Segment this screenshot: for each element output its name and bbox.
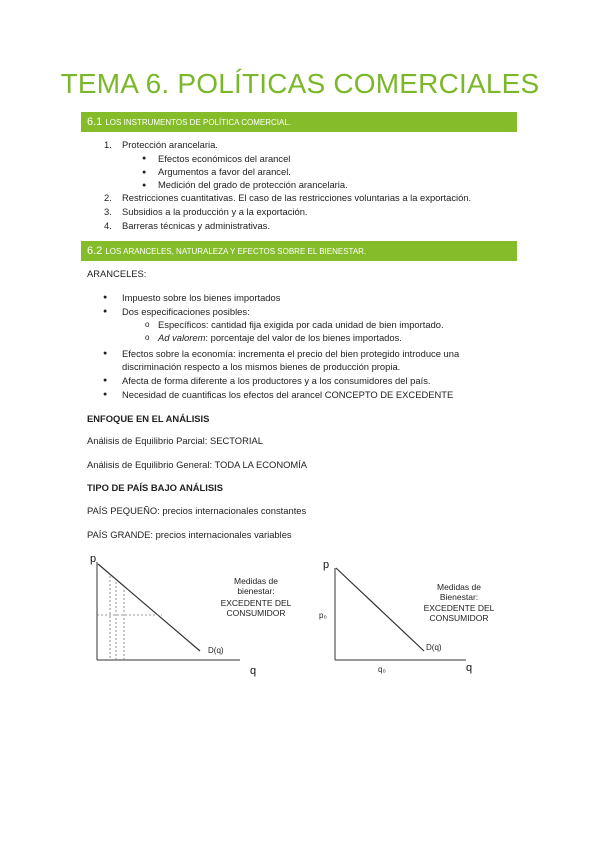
list-subitem: Específicos: cantidad fija exigida por cada unidad de bien importado. xyxy=(158,319,444,330)
welfare-note: bienestar: xyxy=(237,586,275,596)
list-subitem: Ad valorem: porcentaje del valor de los bienes importados. xyxy=(158,332,402,343)
list-item: Efectos sobre la economía: incrementa el precio del bien protegido introduce una xyxy=(122,348,460,359)
list-item: Impuesto sobre los bienes importados xyxy=(122,292,281,303)
enfoque-line: Análisis de Equilibrio Parcial: SECTORIAL xyxy=(87,435,263,446)
y-axis-label: p xyxy=(90,553,97,565)
y-axis-label: p xyxy=(323,559,330,571)
list-number: 2. xyxy=(104,192,112,203)
bullet-icon: ● xyxy=(142,155,147,162)
tipo-line: PAÍS PEQUEÑO: precios internacionales constantes xyxy=(87,505,307,516)
quantity-label: q₀ xyxy=(378,665,386,674)
x-axis-label: q xyxy=(466,662,473,674)
enfoque-line: Análisis de Equilibrio General: TODA LA ECONOMÍA xyxy=(87,459,308,470)
bullet-icon: ● xyxy=(103,377,108,384)
tipo-heading: TIPO DE PAÍS BAJO ANÁLISIS xyxy=(87,482,223,493)
bullet-icon: ● xyxy=(142,169,147,176)
list-item: Dos especificaciones posibles: xyxy=(122,306,250,317)
bullet-icon: ● xyxy=(103,294,108,301)
list-number: 3. xyxy=(104,206,112,217)
list-subitem: Argumentos a favor del arancel. xyxy=(158,166,291,177)
list-item: Afecta de forma diferente a los productores y a los consumidores del país. xyxy=(122,375,431,386)
enfoque-heading: ENFOQUE EN EL ANÁLISIS xyxy=(87,413,210,424)
list-number: 4. xyxy=(104,220,112,231)
list-item: Subsidios a la producción y a la exportación. xyxy=(122,206,308,217)
list-subitem: Medición del grado de protección arancelaria. xyxy=(158,179,348,190)
curve-label: D(q) xyxy=(208,646,224,655)
section-number: 6.1 xyxy=(87,116,103,128)
welfare-note: Bienestar: xyxy=(439,592,479,602)
bullet-icon: ● xyxy=(103,391,108,398)
price-label: p₀ xyxy=(319,611,327,620)
bullet-icon: ● xyxy=(103,350,108,357)
section-heading-6-2 xyxy=(81,241,517,261)
list-item-continued: discriminación respecto a los mismos bienes de producción propia. xyxy=(122,361,401,372)
curve-label: D(q) xyxy=(426,643,442,652)
welfare-note: CONSUMIDOR xyxy=(429,613,489,623)
welfare-note: Medidas de xyxy=(234,576,278,586)
section-heading-6-1 xyxy=(81,112,517,132)
list-number: 1. xyxy=(104,139,112,150)
welfare-note: EXCEDENTE DEL xyxy=(220,598,292,608)
list-item: Necesidad de cuantificas los efectos del arancel CONCEPTO DE EXCEDENTE xyxy=(122,389,454,400)
list-item: Restricciones cuantitativas. El caso de las restricciones voluntarias a la exportación. xyxy=(122,192,472,203)
welfare-note: Medidas de xyxy=(437,582,481,592)
demand-diagram-2 xyxy=(316,554,495,682)
welfare-note: CONSUMIDOR xyxy=(226,608,286,618)
sub-bullet-icon: o xyxy=(145,320,150,329)
welfare-note: EXCEDENTE DEL xyxy=(423,603,495,613)
section-title: LOS INSTRUMENTOS DE POLÍTICA COMERCIAL. xyxy=(105,118,292,127)
list-subitem: Efectos económicos del arancel xyxy=(158,153,291,164)
bullet-icon: ● xyxy=(103,308,108,315)
demand-diagram-1 xyxy=(80,548,320,678)
bullet-icon: ● xyxy=(142,182,147,189)
demand-curve xyxy=(98,564,200,651)
sub-bullet-icon: o xyxy=(145,333,150,342)
section-title: LOS ARANCELES, NATURALEZA Y EFECTOS SOBRE EL BIENESTAR. xyxy=(105,247,367,256)
demand-curve xyxy=(336,568,424,651)
list-item: Protección arancelaria. xyxy=(122,139,218,150)
section-number: 6.2 xyxy=(87,245,103,257)
x-axis-label: q xyxy=(250,665,257,677)
aranceles-label: ARANCELES: xyxy=(87,268,147,279)
page-title: TEMA 6. POLÍTICAS COMERCIALES xyxy=(60,68,540,99)
tipo-line: PAÍS GRANDE: precios internacionales variables xyxy=(87,529,292,540)
list-item: Barreras técnicas y administrativas. xyxy=(122,220,270,231)
